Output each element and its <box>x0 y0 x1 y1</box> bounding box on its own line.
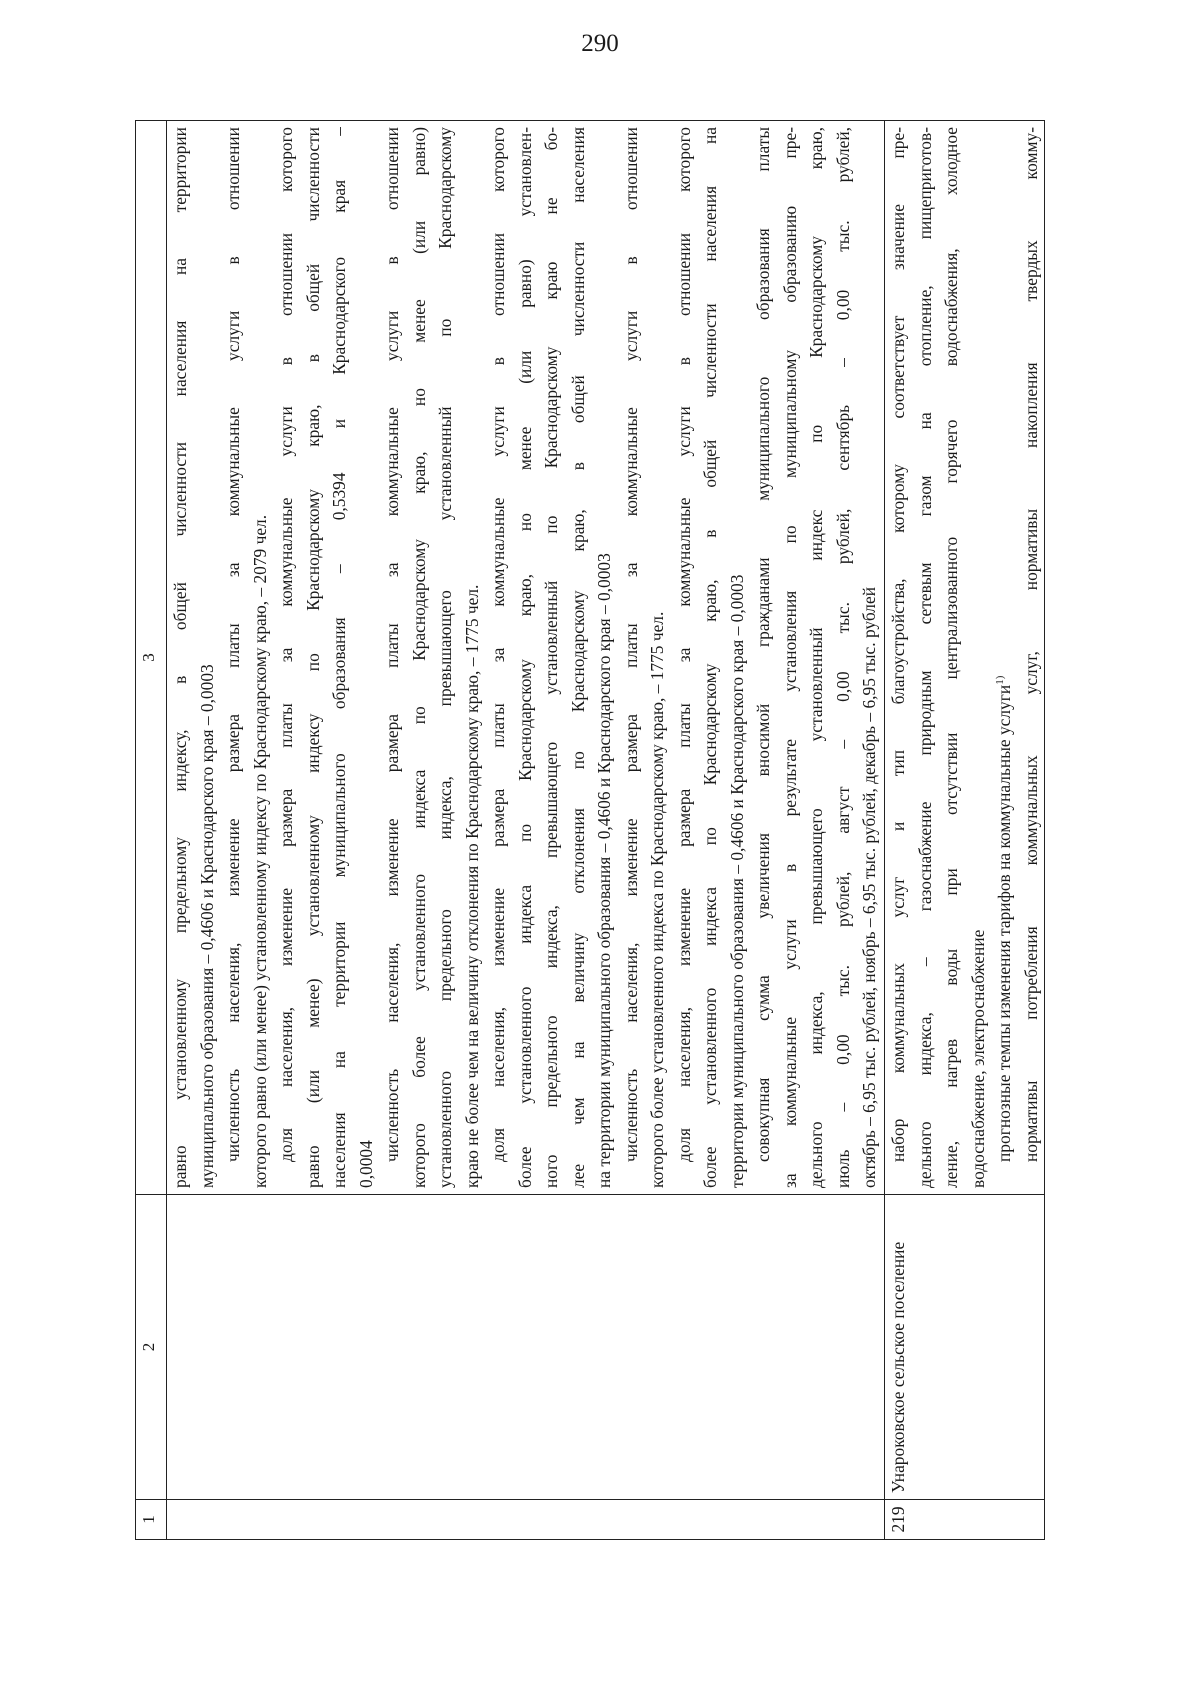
text-line <box>565 127 592 1188</box>
text-line-content: установленного предельного индекса, превышающего установленный по Краснодарскому <box>435 127 455 1188</box>
rotated-table-area <box>135 120 1041 1540</box>
column-header-3: 3 <box>136 121 167 1195</box>
text-line-content: водоснабжение, электроснабжение <box>967 929 988 1188</box>
text-line-content: совокупная сумма увеличения вносимой гражданами муниципального образования платы <box>753 127 773 1162</box>
text-line-content: муниципального образования – 0,4606 и Краснодарского края – 0,0003 <box>196 664 217 1188</box>
text-line-content: за коммунальные услуги в результате установления по муниципальному образованию пре- <box>779 127 800 1188</box>
text-line <box>724 127 751 1188</box>
rotated-table-frame <box>135 120 1041 1540</box>
text-line-content: населения на территории муниципального образования – 0,5394 и Краснодарского края – <box>329 127 349 1188</box>
text-line <box>538 127 565 1188</box>
text-line-content: доля населения, изменение размера платы за коммунальные услуги в отношении которого <box>488 127 508 1162</box>
text-line <box>353 127 380 1188</box>
text-line <box>1018 127 1045 1188</box>
text-line <box>697 127 724 1188</box>
text-line-content: 0,0004 <box>355 1140 376 1188</box>
text-line-content: дельного индекса, превышающего установленный индекс по Краснодарскому краю, <box>806 127 826 1188</box>
text-line <box>644 127 671 1188</box>
text-line <box>856 127 883 1188</box>
row1-number-cell <box>167 1500 885 1540</box>
text-line <box>750 127 777 1188</box>
text-line-content: численность населения, изменение размера платы за коммунальные услуги в отношении <box>223 127 243 1162</box>
table-row-continued <box>167 121 885 1540</box>
text-line <box>803 127 830 1188</box>
text-line-content: которого равно (или менее) установленному индексу по Краснодарскому краю, – 2079 чел. <box>249 514 270 1188</box>
text-line <box>273 127 300 1188</box>
column-header-1: 1 <box>136 1500 167 1540</box>
text-line <box>938 127 965 1188</box>
text-line <box>777 127 804 1188</box>
text-line-content: прогнозные темпы изменения тарифов на коммунальные услуги <box>994 684 1014 1162</box>
page-number: 290 <box>581 30 619 57</box>
text-line-content: июль – 0,00 тыс. рублей, август – 0,00 тыс. рублей, сентябрь – 0,00 тыс. рублей, <box>832 127 853 1188</box>
text-line <box>618 127 645 1188</box>
text-line <box>300 127 327 1188</box>
row2-name-cell: Унароковское сельское поселение <box>885 1195 1045 1500</box>
row2-description-cell <box>885 121 1045 1195</box>
text-line-content: ного предельного индекса, превышающего установленный по Краснодарскому краю не бо- <box>541 127 561 1188</box>
text-line <box>885 127 912 1188</box>
text-line-content: ление, нагрев воды при отсутствии централизованного горячего водоснабжения, холодное <box>941 127 961 1188</box>
text-line <box>326 127 353 1188</box>
text-line <box>247 127 274 1188</box>
text-line-content: дельного индекса, – газоснабжение природным сетевым газом на отопление, пищеприготов- <box>914 127 935 1188</box>
text-line <box>912 127 939 1188</box>
text-line-content: лее чем на величину отклонения по Краснодарскому краю, в общей численности населения <box>567 127 588 1188</box>
text-line <box>671 127 698 1188</box>
text-line-content: численность населения, изменение размера платы за коммунальные услуги в отношении <box>382 127 402 1162</box>
text-line <box>406 127 433 1188</box>
text-line-content: которого более установленного индекса по Краснодарскому краю, но менее (или равно) <box>408 127 429 1188</box>
text-line <box>991 127 1018 1188</box>
row2-number-cell: 219 <box>885 1500 1045 1540</box>
row1-name-cell <box>167 1195 885 1500</box>
text-line <box>591 127 618 1188</box>
text-line-content: более установленного индекса по Краснодарскому краю, но менее (или равно) установлен- <box>514 127 535 1188</box>
text-line-content: более установленного индекса по Краснодарскому краю, в общей численности населения на <box>700 127 720 1188</box>
text-line-content: краю не более чем на величину отклонения по Краснодарскому краю, – 1775 чел. <box>461 584 482 1188</box>
text-line <box>167 127 194 1188</box>
text-line-content: доля населения, изменение размера платы за коммунальные услуги в отношении которого <box>673 127 694 1162</box>
text-line <box>830 127 857 1188</box>
document-table <box>135 120 1045 1540</box>
text-line-content: равно (или менее) установленному индексу по Краснодарскому краю, в общей численности <box>302 127 323 1188</box>
text-line <box>459 127 486 1188</box>
text-line-content: территории муниципального образования – 0,4606 и Краснодарского края – 0,0003 <box>726 574 747 1188</box>
row1-description-cell <box>167 121 885 1195</box>
text-line <box>432 127 459 1188</box>
text-line <box>965 127 992 1188</box>
text-line <box>512 127 539 1188</box>
text-line <box>194 127 221 1188</box>
text-line-content: набор коммунальных услуг и тип благоустройства, которому соответствует значение пре- <box>888 127 908 1162</box>
text-line <box>379 127 406 1188</box>
footnote-marker: 1) <box>994 675 1007 685</box>
text-line-content: на территории муниципального образования – 0,4606 и Краснодарского края – 0,0003 <box>594 553 614 1188</box>
table-row-219 <box>885 121 1045 1540</box>
text-line <box>485 127 512 1188</box>
text-line-content: нормативы потребления коммунальных услуг, нормативы накопления твердых комму- <box>1020 127 1041 1162</box>
text-line-content: равно установленному предельному индексу, в общей численности населения на территории <box>170 127 190 1188</box>
column-header-2: 2 <box>136 1195 167 1500</box>
text-line-content: численность населения, изменение размера платы за коммунальные услуги в отношении <box>620 127 641 1162</box>
text-line-content: октябрь – 6,95 тыс. рублей, ноябрь – 6,95 тыс. рублей, декабрь – 6,95 тыс. рублей <box>859 586 879 1188</box>
text-line-content: доля населения, изменение размера платы за коммунальные услуги в отношении которого <box>276 127 296 1162</box>
table-header-row <box>136 121 167 1540</box>
text-line-content: которого более установленного индекса по Краснодарскому краю, – 1775 чел. <box>647 611 667 1188</box>
text-line <box>220 127 247 1188</box>
